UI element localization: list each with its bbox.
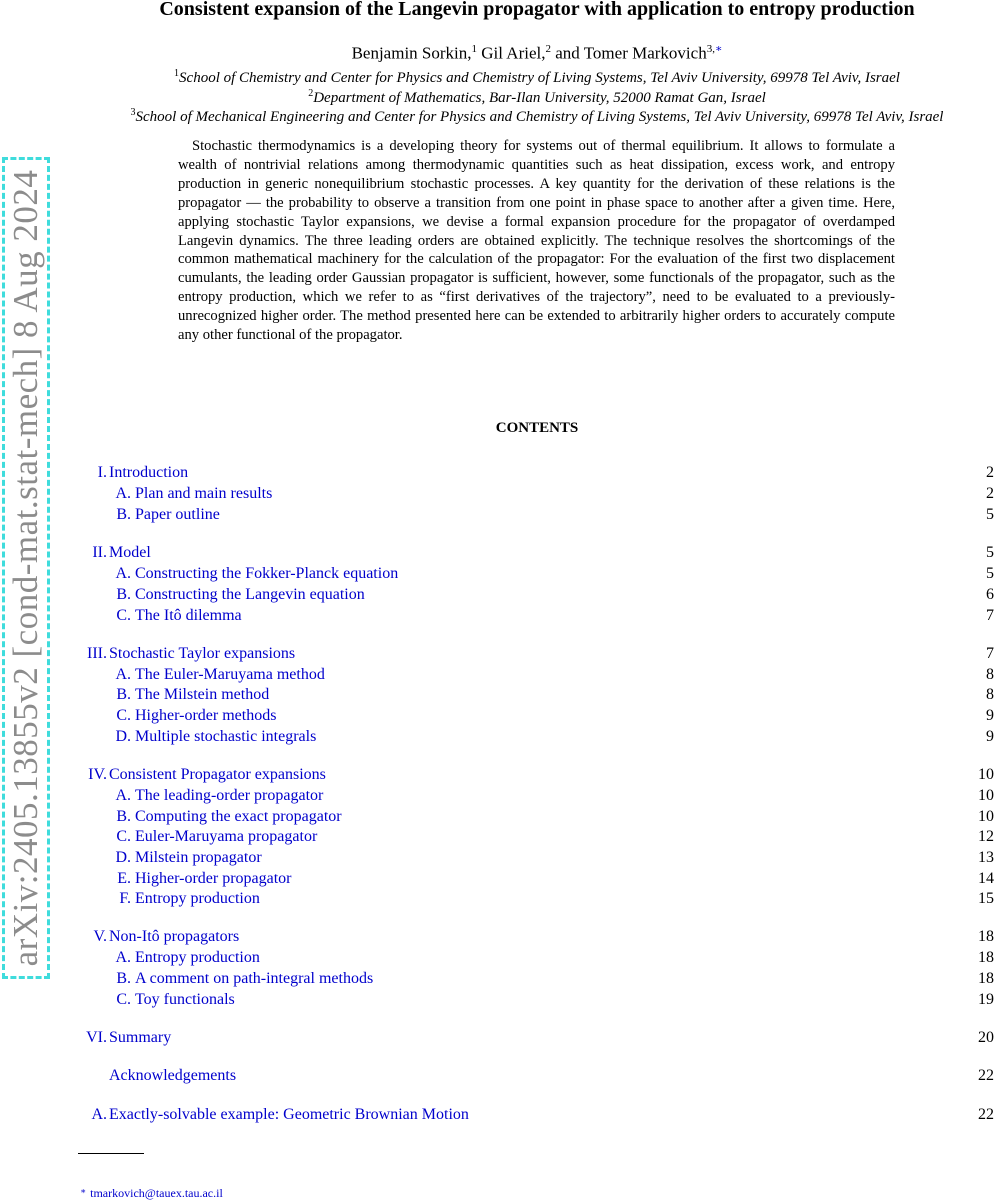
abstract: Stochastic thermodynamics is a developing theory for systems out of thermal equilibrium. It allows to formulate a wealth of nontrivial relations among thermodynamic quantities such as heat dissipation, excess work, and entropy production in generic nonequilibrium stochastic processes. A key quantity for the derivation of these relations is the propagator — the probability to observe a transition from one point in phase space to another after a given time. Here, applying stochastic Taylor expansions, we devise a formal expansion procedure for the propagator of overdamped Langevin dynamics. The three leading orders are obtained explicitly. The technique resolves the shortcomings of the common mathematical machinery for the calculation of the propagator: For the evaluation of the first two displacement cumulants, the leading order Gaussian propagator is sufficient, however, some functionals of the propagator, such as the entropy production, which we refer to as “first derivatives of the trajectory”, need to be evaluated to a previously-unrecognized higher order. The method presented here can be extended to arbitrarily higher orders to accurately compute any other functional of the propagator. <box>178 138 895 344</box>
toc-number[interactable]: B. <box>116 970 131 987</box>
toc-link[interactable]: Milstein propagator <box>135 849 262 866</box>
toc-page-number: 8 <box>986 686 994 703</box>
toc-link[interactable]: Stochastic Taylor expansions <box>109 645 296 662</box>
author-3: and Tomer Markovich <box>555 43 707 63</box>
toc-subsection[interactable] <box>0 607 994 627</box>
toc-link[interactable]: Acknowledgements <box>109 1067 237 1084</box>
toc-number[interactable]: A. <box>115 787 131 804</box>
toc-link[interactable]: Computing the exact propagator <box>135 808 342 825</box>
toc-link[interactable]: Toy functionals <box>135 991 235 1008</box>
toc-page-number: 20 <box>978 1029 994 1046</box>
toc-link[interactable]: Multiple stochastic integrals <box>135 728 317 745</box>
toc-number[interactable]: A. <box>115 565 131 582</box>
toc-link[interactable]: Constructing the Fokker-Planck equation <box>135 565 399 582</box>
toc-link[interactable]: Entropy production <box>135 890 260 907</box>
toc-section[interactable] <box>0 645 994 665</box>
toc-link[interactable]: Constructing the Langevin equation <box>135 586 365 603</box>
toc-page-number: 14 <box>978 870 994 887</box>
toc-page-number: 10 <box>978 808 994 825</box>
toc-page-number: 9 <box>986 728 994 745</box>
toc-link[interactable]: Model <box>109 544 151 561</box>
toc-subsection[interactable] <box>0 849 994 869</box>
toc-link[interactable]: Paper outline <box>135 506 220 523</box>
toc-number[interactable]: C. <box>116 828 131 845</box>
toc-number[interactable]: IV. <box>88 766 107 783</box>
toc-number[interactable]: V. <box>93 928 107 945</box>
toc-page-number: 7 <box>986 645 994 662</box>
toc-number[interactable]: III. <box>87 645 107 662</box>
toc-page-number: 2 <box>986 464 994 481</box>
toc-subsection[interactable] <box>0 586 994 606</box>
toc-page-number: 5 <box>986 565 994 582</box>
toc-page-number: 12 <box>978 828 994 845</box>
arxiv-watermark[interactable]: arXiv:2405.13855v2 [cond-mat.stat-mech] 8 Aug 2024 <box>6 169 45 967</box>
toc-number[interactable]: B. <box>116 808 131 825</box>
toc-subsection[interactable] <box>0 485 994 505</box>
footnote <box>80 1186 223 1201</box>
toc-number[interactable]: C. <box>116 991 131 1008</box>
toc-page-number: 6 <box>986 586 994 603</box>
toc-subsection[interactable] <box>0 506 994 526</box>
toc-link[interactable]: The leading-order propagator <box>135 787 324 804</box>
toc-link[interactable]: Exactly-solvable example: Geometric Brownian Motion <box>109 1106 469 1123</box>
toc-link[interactable]: Euler-Maruyama propagator <box>135 828 318 845</box>
toc-link[interactable]: Non-Itô propagators <box>109 928 240 945</box>
toc-section[interactable] <box>0 928 994 948</box>
toc-link[interactable]: Summary <box>109 1029 172 1046</box>
toc-section[interactable] <box>0 1029 994 1049</box>
toc-page-number: 22 <box>978 1106 994 1123</box>
toc-number[interactable]: VI. <box>86 1029 107 1046</box>
toc-page-number: 22 <box>978 1067 994 1084</box>
toc-section[interactable] <box>0 544 994 564</box>
author-1: Benjamin Sorkin, <box>351 43 472 63</box>
toc-page-number: 15 <box>978 890 994 907</box>
toc-link[interactable]: The Milstein method <box>135 686 270 703</box>
toc-page-number: 13 <box>978 849 994 866</box>
toc-number[interactable]: A. <box>115 485 131 502</box>
toc-subsection[interactable] <box>0 707 994 727</box>
toc-page-number: 7 <box>986 607 994 624</box>
toc-subsection[interactable] <box>0 890 994 910</box>
toc-section[interactable] <box>0 766 994 786</box>
toc-section[interactable] <box>0 464 994 484</box>
toc-number[interactable]: C. <box>116 607 131 624</box>
toc-number[interactable]: C. <box>116 707 131 724</box>
toc-number[interactable]: D. <box>115 849 131 866</box>
toc-link[interactable]: Entropy production <box>135 949 260 966</box>
affiliation-2: $^2$Department of Mathematics, Bar-Ilan University, 52000 Ramat Gan, Israel <box>308 88 766 106</box>
toc-section[interactable] <box>0 1067 994 1087</box>
footnote-divider <box>78 1153 144 1154</box>
toc-number[interactable]: A. <box>115 949 131 966</box>
toc-link[interactable]: Higher-order methods <box>135 707 277 724</box>
author-list <box>0 42 994 64</box>
toc-link[interactable]: The Itô dilemma <box>135 607 242 624</box>
toc-link[interactable]: Higher-order propagator <box>135 870 292 887</box>
toc-number[interactable]: A. <box>115 666 131 683</box>
toc-subsection[interactable] <box>0 870 994 890</box>
toc-number[interactable]: II. <box>92 544 107 561</box>
toc-subsection[interactable] <box>0 949 994 969</box>
toc-page-number: 8 <box>986 666 994 683</box>
affiliation-1: $^1$School of Chemistry and Center for Physics and Chemistry of Living Systems, Tel Aviv University, 69978 Tel Aviv, Israel <box>174 68 900 86</box>
toc-link[interactable]: Introduction <box>109 464 189 481</box>
toc-page-number: 10 <box>978 766 994 783</box>
corresponding-author-link[interactable]: ∗ <box>714 43 723 55</box>
toc-page-number: 5 <box>986 544 994 561</box>
toc-page-number: 19 <box>978 991 994 1008</box>
paper-title: Consistent expansion of the Langevin propagator with application to entropy production <box>159 0 915 20</box>
toc-number[interactable]: F. <box>119 890 131 907</box>
toc-page-number: 18 <box>978 970 994 987</box>
toc-subsection[interactable] <box>0 686 994 706</box>
toc-page-number: 18 <box>978 928 994 945</box>
toc-subsection[interactable] <box>0 728 994 748</box>
toc-subsection[interactable] <box>0 787 994 807</box>
footnote-mark: ∗ <box>80 1186 87 1196</box>
toc-page-number: 2 <box>986 485 994 502</box>
toc-number[interactable]: B. <box>116 686 131 703</box>
toc-subsection[interactable] <box>0 808 994 828</box>
toc-number[interactable]: E. <box>117 870 131 887</box>
toc-number[interactable]: D. <box>115 728 131 745</box>
toc-subsection[interactable] <box>0 828 994 848</box>
toc-number[interactable]: B. <box>116 506 131 523</box>
toc-link[interactable]: Consistent Propagator expansions <box>109 766 326 783</box>
author-2: Gil Ariel, <box>481 43 546 63</box>
toc-subsection[interactable] <box>0 991 994 1011</box>
toc-page-number: 10 <box>978 787 994 804</box>
toc-page-number: 5 <box>986 506 994 523</box>
toc-number[interactable]: B. <box>116 586 131 603</box>
toc-section[interactable] <box>0 1106 994 1126</box>
author-2-affil: 2 <box>545 43 551 55</box>
toc-page-number: 9 <box>986 707 994 724</box>
toc-link[interactable]: The Euler-Maruyama method <box>135 666 325 683</box>
toc-link[interactable]: Plan and main results <box>135 485 273 502</box>
affiliation-3: $^3$School of Mechanical Engineering and Center for Physics and Chemistry of Living Systems, Tel Aviv University, 69978 Tel Aviv, Israel <box>130 107 944 125</box>
toc-number[interactable]: I. <box>97 464 107 481</box>
toc-number[interactable]: A. <box>91 1106 107 1123</box>
toc-subsection[interactable] <box>0 970 994 990</box>
toc-page-number: 18 <box>978 949 994 966</box>
email-link[interactable]: tmarkovich@tauex.tau.ac.il <box>90 1186 223 1200</box>
toc-subsection[interactable] <box>0 666 994 686</box>
contents-heading: CONTENTS <box>495 420 579 436</box>
toc-link[interactable]: A comment on path-integral methods <box>135 970 374 987</box>
author-1-affil: 1 <box>471 43 478 55</box>
toc-subsection[interactable] <box>0 565 994 585</box>
author-3-affil: 3,∗ <box>706 43 723 55</box>
